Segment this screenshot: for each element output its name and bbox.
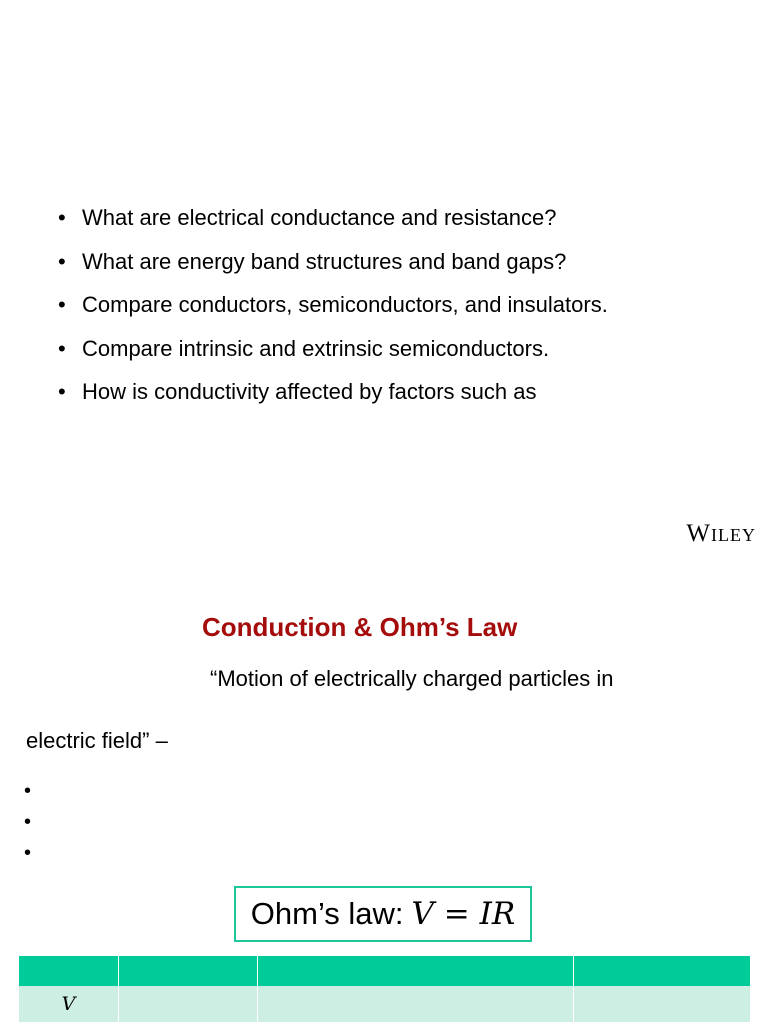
table-header-cell <box>119 956 258 986</box>
section-title: Conduction & Ohm’s Law <box>202 612 518 642</box>
empty-bullet <box>24 776 31 807</box>
question-item: • What are electrical conductance and resistance? <box>58 196 608 240</box>
ohms-law-label: Ohm’s law: <box>250 896 404 931</box>
empty-bullet-list <box>24 776 31 869</box>
publisher-logo: Wiley <box>686 520 756 547</box>
question-list <box>58 196 608 414</box>
quantities-table <box>18 956 751 1022</box>
table-header-row <box>19 956 751 986</box>
ohms-law-equation: V = IR <box>411 896 516 932</box>
table-cell <box>119 986 258 1022</box>
table-header-cell <box>258 956 574 986</box>
definition-line-2: electric field” – <box>26 728 168 753</box>
empty-bullet <box>24 807 31 838</box>
question-item: • Compare conductors, semiconductors, and insulators. <box>58 283 608 327</box>
table-cell <box>258 986 574 1022</box>
table-cell: V <box>19 986 119 1022</box>
definition-line-1: “Motion of electrically charged particles in <box>210 666 614 691</box>
question-item: • Compare intrinsic and extrinsic semiconductors. <box>58 327 608 371</box>
table-header-cell <box>19 956 119 986</box>
ohms-law-box <box>234 886 532 942</box>
question-item: • How is conductivity affected by factors such as <box>58 370 608 414</box>
table-cell <box>574 986 751 1022</box>
empty-bullet <box>24 838 31 869</box>
table-row <box>19 986 751 1022</box>
table-header-cell <box>574 956 751 986</box>
question-item: • What are energy band structures and band gaps? <box>58 240 608 284</box>
